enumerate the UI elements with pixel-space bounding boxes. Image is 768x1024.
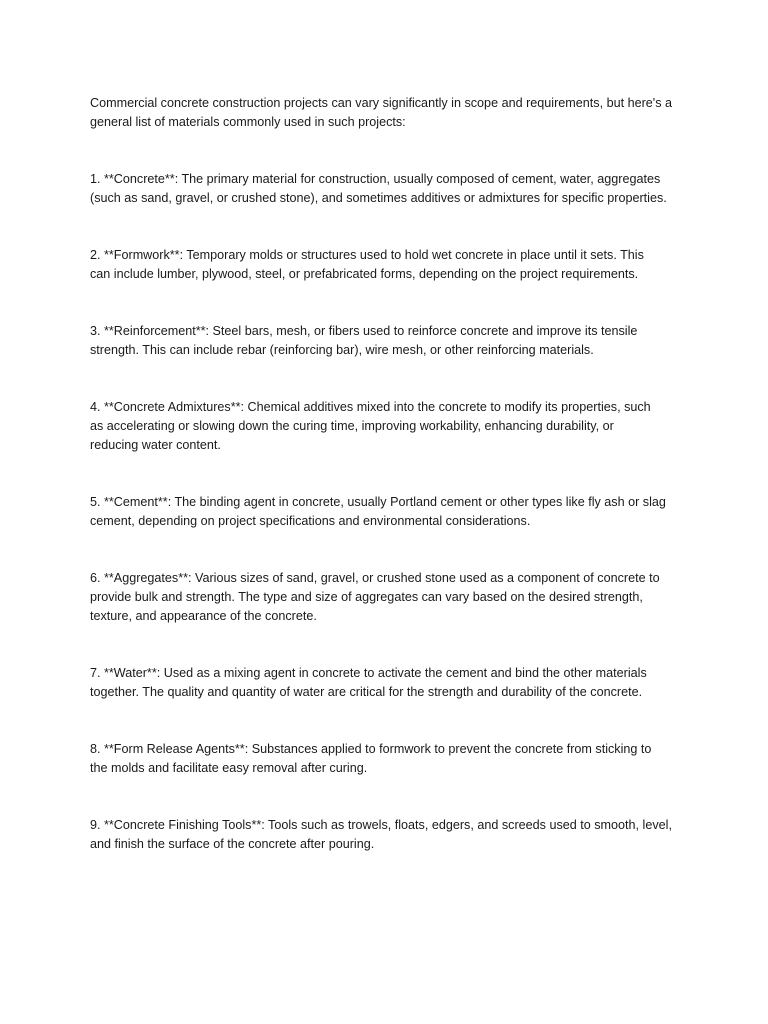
list-item-water: 7. **Water**: Used as a mixing agent in concrete to activate the cement and bind the other materials together. The quality and quantity of water are critical for the strength and durability of the concrete. (90, 666, 647, 699)
list-item-finishing-tools: 9. **Concrete Finishing Tools**: Tools such as trowels, floats, edgers, and screeds used to smooth, level, and finish the surface of the concrete after pouring. (90, 818, 672, 851)
list-item-admixtures: 4. **Concrete Admixtures**: Chemical additives mixed into the concrete to modify its properties, such as accelerating or slowing down the curing time, improving workability, enhancing durability, or reducing water content. (90, 400, 651, 452)
list-item-cement: 5. **Cement**: The binding agent in concrete, usually Portland cement or other types like fly ash or slag cement, depending on project specifications and environmental considerations. (90, 495, 666, 528)
list-item-reinforcement: 3. **Reinforcement**: Steel bars, mesh, or fibers used to reinforce concrete and improve its tensile strength. This can include rebar (reinforcing bar), wire mesh, or other reinforcing materials. (90, 324, 638, 357)
list-item-aggregates: 6. **Aggregates**: Various sizes of sand, gravel, or crushed stone used as a component of concrete to provide bulk and strength. The type and size of aggregates can vary based on the desired strength, texture, and appearance of the concrete. (90, 571, 660, 623)
list-item-formwork: 2. **Formwork**: Temporary molds or structures used to hold wet concrete in place until it sets. This can include lumber, plywood, steel, or prefabricated forms, depending on the project requirements. (90, 248, 644, 281)
list-item-form-release-agents: 8. **Form Release Agents**: Substances applied to formwork to prevent the concrete from sticking to the molds and facilitate easy removal after curing. (90, 742, 652, 775)
list-item-concrete: 1. **Concrete**: The primary material for construction, usually composed of cement, water, aggregates (such as sand, gravel, or crushed stone), and sometimes additives or admixtures for specific properties. (90, 172, 667, 205)
intro-paragraph: Commercial concrete construction projects can vary significantly in scope and requirements, but here's a general list of materials commonly used in such projects: (90, 96, 672, 129)
document-page (90, 94, 690, 892)
